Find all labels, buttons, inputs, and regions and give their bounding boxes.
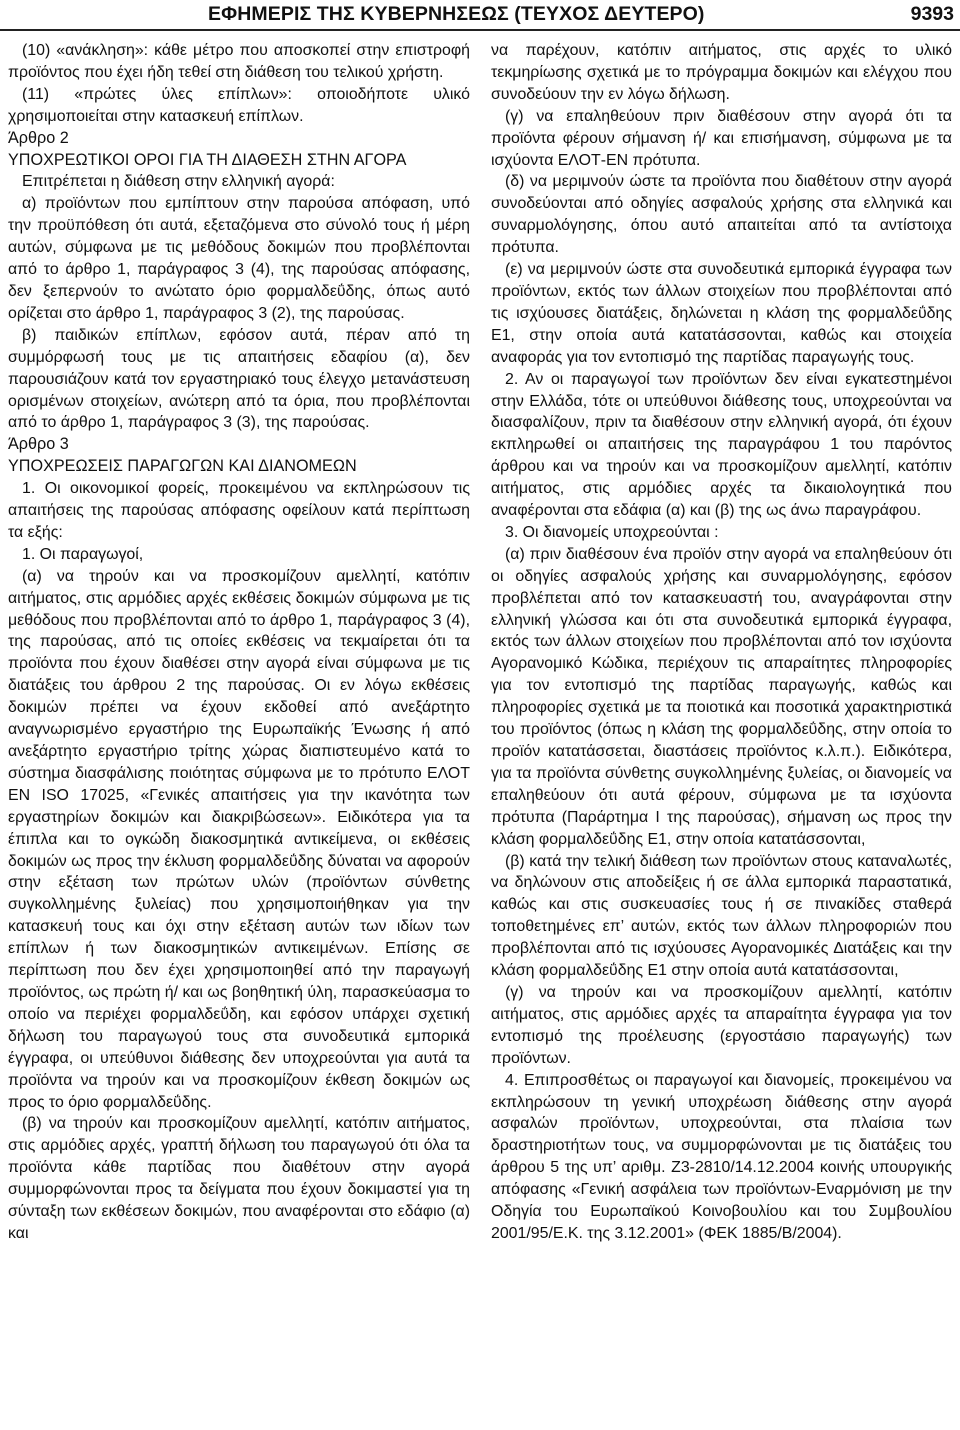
article-3-paragraph-4: 4. Επιπροσθέτως οι παραγωγοί και διανομείς, προκειμένου να εκπληρώσουν τη γενική υποχρέωση διάθεσης στην αγορά ασφαλών προϊόντων, υποχρεούνται, στα πλαίσια των δραστηριοτήτων τους, να συμμορφώνονται με τις διατάξεις του άρθρου 5 της υπ’ αριθμ. Ζ3-2810/14.12.2004 κοινής υπουργικής απόφασης «Γενική ασφάλεια των προϊόντων-Εναρμόνιση με την Οδηγία του Ευρωπαϊκού Κοινοβουλίου και του Συμβουλίου 2001/95/Ε.Κ. της 3.12.2001» (ΦΕΚ 1885/Β/2004). — [491, 1071, 952, 1242]
article-3-title: ΥΠΟΧΡΕΩΣΕΙΣ ΠΑΡΑΓΩΓΩΝ ΚΑΙ ΔΙΑΝΟΜΕΩΝ — [8, 457, 357, 476]
page-number: 9393 — [910, 3, 954, 25]
article-2-item-b: β) παιδικών επίπλων, εφόσον αυτά, πέραν από τη συμμόρφωσή τους με τις απαιτήσεις εδαφίου (α), δεν παρουσιάζουν κατά τον εργαστηριακό τους έλεγχο μετανάστευση ορισμένων στοιχείων, ανώτερη από τα όρια, που προβλέπονται από το άρθρο 1, παράγραφος 3 (3), της παρούσας. — [8, 326, 470, 432]
header-divider — [0, 29, 960, 31]
article-2-number: Άρθρο 2 — [8, 128, 69, 147]
article-2-intro: Επιτρέπεται η διάθεση στην ελληνική αγορά: — [22, 173, 335, 191]
distributors-item-c: (γ) να τηρούν και να προσκομίζουν αμελλητί, κατόπιν αιτήματος, στις αρμόδιες αρχές τα απαραίτητα έγγραφα για τον εντοπισμό της προέλευσης (εργοστάσιο παραγωγής) των προϊόντων. — [491, 983, 952, 1067]
distributors-item-b: (β) κατά την τελική διάθεση των προϊόντων στους καταναλωτές, να δηλώνουν στις αποδείξεις ή σε άλλα εμπορικά παραστατικά, καθώς και στις συσκευασίες τους ή σε πινακίδες σταθερά τοποθετημένες επ’ αυτών, εκτός των άλλων πληροφοριών που προβλέπονται από τις ισχύουσες Αγορανομικές Διατάξεις και την κλάση φορμαλδεΰδης Ε1 στην οποία αυτά κατατάσσονται, — [491, 852, 952, 980]
article-2-item-a: α) προϊόντων που εμπίπτουν στην παρούσα απόφαση, υπό την προϋπόθεση ότι αυτά, εξεταζόμενα στο σύνολό τους ή μέρη αυτών, σύμφωνα με τις μεθόδους δοκιμών που προβλέπονται από το άρθρο 1, παράγραφος 3 (4), της παρούσας απόφασης, δεν ξεπερνούν το ανώτατο όριο φορμαλδεΰδης, όπως αυτό ορίζεται στο άρθρο 1, παράγραφος 3 (2), της παρούσας. — [8, 195, 470, 322]
producers-item-b-end: να παρέχουν, κατόπιν αιτήματος, στις αρχές το υλικό τεκμηρίωσης σχετικά με το πρόγραμμα δοκιμών και ελέγχου που συνοδεύουν την εν λόγω δήλωση. — [491, 42, 952, 103]
producers-item-c: (γ) να επαληθεύουν πριν διαθέσουν στην αγορά ότι τα προϊόντα φέρουν σήμανση ή/ και επισήμανση, σύμφωνα με τα ισχύοντα ΕΛΟΤ-ΕΝ πρότυπα. — [491, 107, 952, 169]
producers-item-a: (α) να τηρούν και να προσκομίζουν αμελλητί, κατόπιν αιτήματος, στις αρμόδιες αρχές εκθέσεις δοκιμών σύμφωνα με τις μεθόδους που προβλέπονται από το άρθρο 1, παράγραφος 3 (4), της παρούσας, από τις οποίες εκθέσεις να τεκμαίρεται ότι τα προϊόντα που έχουν διαθέσει στην αγορά είναι σύμφωνα με τις διατάξεις του άρθρου 2 της παρούσας. Οι εν λόγω εκθέσεις δοκιμών πρέπει να έχουν εκδοθεί από ανεξάρτητο αναγνωρισμένο εργαστήριο της Ευρωπαϊκής Ένωσης ή από ανεξάρτητο εργαστήριο τρίτης χώρας διαπιστευμένο κατά το σύστημα διασφάλισης ποιότητας σύμφωνα με το πρότυπο ΕΛΟΤ ΕΝ ISO 17025, «Γενικές απαιτήσεις για την ικανότητα των εργαστηρίων δοκιμών και διακριβώσεων». Ειδικότερα για τα έπιπλα και το ογκώδη διακοσμητικά αντικείμενα, οι εκθέσεις δοκιμών ως προς την έκλυση φορμαλδεΰδης δύναται να αφορούν στην εξέταση των πρώτων υλών (προϊόντων σύνθετης συγκολλημένης ξυλείας) που χρησιμοποιήθηκαν για την κατασκευή τους και όχι στην εξέταση αυτών των ιδίων των επίπλων ή των διακοσμητικών αντικειμένων. Επίσης σε περίπτωση που δεν έχει χρησιμοποιηθεί από την παραγωγή προϊόντος, ως πρώτη ή/ και ως βοηθητική ύλη, παρασκεύασμα το οποίο να περιέχει φορμαλδεΰδη, και εφόσον υπάρχει σχετική δήλωση του παραγωγού τους στα συνοδευτικά εμπορικά έγγραφα, οι υπεύθυνοι διάθεσης δεν υποχρεούνται για αυτά τα προϊόντα να τηρούν και να προσκομίζουν έκθεση δοκιμών ως προς το όριο φορμαλδεΰδης. — [8, 567, 470, 1111]
article-2-title: ΥΠΟΧΡΕΩΤΙΚΟΙ ΟΡΟΙ ΓΙΑ ΤΗ ΔΙΑΘΕΣΗ ΣΤΗΝ ΑΓΟΡΑ — [8, 150, 407, 169]
article-3-number: Άρθρο 3 — [8, 435, 69, 454]
gazette-title: ΕΦΗΜΕΡΙΣ ΤΗΣ ΚΥΒΕΡΝΗΣΕΩΣ (ΤΕΥΧΟΣ ΔΕΥΤΕΡΟ) — [208, 3, 705, 25]
definition-10: (10) «ανάκληση»: κάθε μέτρο που αποσκοπεί στην επιστροφή προϊόντος που έχει ήδη τεθεί στη διάθεση του τελικού χρήστη. — [8, 42, 470, 81]
right-column — [491, 40, 952, 1245]
producers-heading: 1. Οι παραγωγοί, — [22, 545, 144, 563]
article-3-paragraph-1: 1. Οι οικονομικοί φορείς, προκειμένου να εκπληρώσουν τις απαιτήσεις της παρούσας απόφασης οφείλουν κατά περίπτωση τα εξής: — [8, 480, 470, 541]
article-3-paragraph-3: 3. Οι διανομείς υποχρεούνται : — [505, 523, 719, 541]
distributors-item-a: (α) πριν διαθέσουν ένα προϊόν στην αγορά να επαληθεύουν ότι οι οδηγίες ασφαλούς χρήσης και συναρμολόγησης, εφόσον προβλέπεται από τον κατασκευαστή του, αναγράφονται στην ελληνική γλώσσα και ότι στα συνοδευτικά εμπορικά έγγραφα, εκτός των άλλων στοιχείων που προβλέπονται από τον ισχύοντα Αγορανομικό Κώδικα, περιέχουν τις απαραίτητες πληροφορίες για τον εντοπισμό της παρτίδας παραγωγής, καθώς και πληροφορίες σχετικά με τα ποιοτικά και ποσοτικά χαρακτηριστικά του προϊόντος (όπως η κλάση της φορμαλδεΰδης, στην οποία το προϊόν κατατάσσεται, διαστάσεις προϊόντος κ.λ.π.). Ειδικότερα, για τα προϊόντα σύνθετης συγκολλημένης ξυλείας, οι διανομείς να επαληθεύουν ότι αυτά φέρουν, σύμφωνα με τα ισχύοντα πρότυπα (Παράρτημα Ι της παρούσας), σήμανση ως προς την κλάση φορμαλδεΰδης Ε1, στην οποία κατατάσσονται, — [491, 545, 952, 848]
producers-item-d: (δ) να μεριμνούν ώστε τα προϊόντα που διαθέτουν στην αγορά συνοδεύονται από οδηγίες ασφαλούς χρήσης στα ελληνικά και συναρμολόγησης, όπου αυτό απαιτείται από τα αντίστοιχα πρότυπα. — [491, 173, 952, 257]
article-3-paragraph-2: 2. Αν οι παραγωγοί των προϊόντων δεν είναι εγκατεστημένοι στην Ελλάδα, τότε οι υπεύθυνοι διάθεσης τους, υποχρεούνται να διασφαλίζουν, πριν τα διαθέσουν στην ελληνική αγορά, ότι έχουν εκπληρωθεί οι απαιτήσεις της παραγράφου 1 του παρόντος άρθρου και να τηρούν και να προσκομίζουν αμελλητί, κατόπιν αιτήματος, στις αρμόδιες αρχές τα δικαιολογητικά που αναφέρονται στα εδάφια (α) και (β) της ως άνω παραγράφου. — [491, 370, 952, 520]
producers-item-e: (ε) να μεριμνούν ώστε στα συνοδευτικά εμπορικά έγγραφα των προϊόντων, εκτός των άλλων στοιχείων που προβλέπονται από τις ισχύουσες διατάξεις, δηλώνεται η κλάση της φορμαλδεΰδης Ε1, στην οποία αυτά κατατάσσονται, καθώς και στοιχεία αναφοράς για τον εντοπισμό της παρτίδας παραγωγής τους. — [491, 261, 952, 366]
left-column — [8, 40, 470, 1245]
producers-item-b-start: (β) να τηρούν και προσκομίζουν αμελλητί, κατόπιν αιτήματος, στις αρμόδιες αρχές, γραπτή δήλωση του παραγωγού ότι όλα τα προϊόντα κάθε παρτίδας που διαθέτουν στην αγορά συμμορφώνονται προς τα δείγματα που έχουν δοκιμαστεί για τη σύνταξη των εκθέσεων δοκιμών, που αναφέρονται στο εδάφιο (α) και — [8, 1115, 470, 1242]
definition-11: (11) «πρώτες ύλες επίπλων»: οποιοδήποτε υλικό χρησιμοποιείται στην κατασκευή επίπλων. — [8, 85, 470, 125]
page-header — [0, 0, 960, 30]
